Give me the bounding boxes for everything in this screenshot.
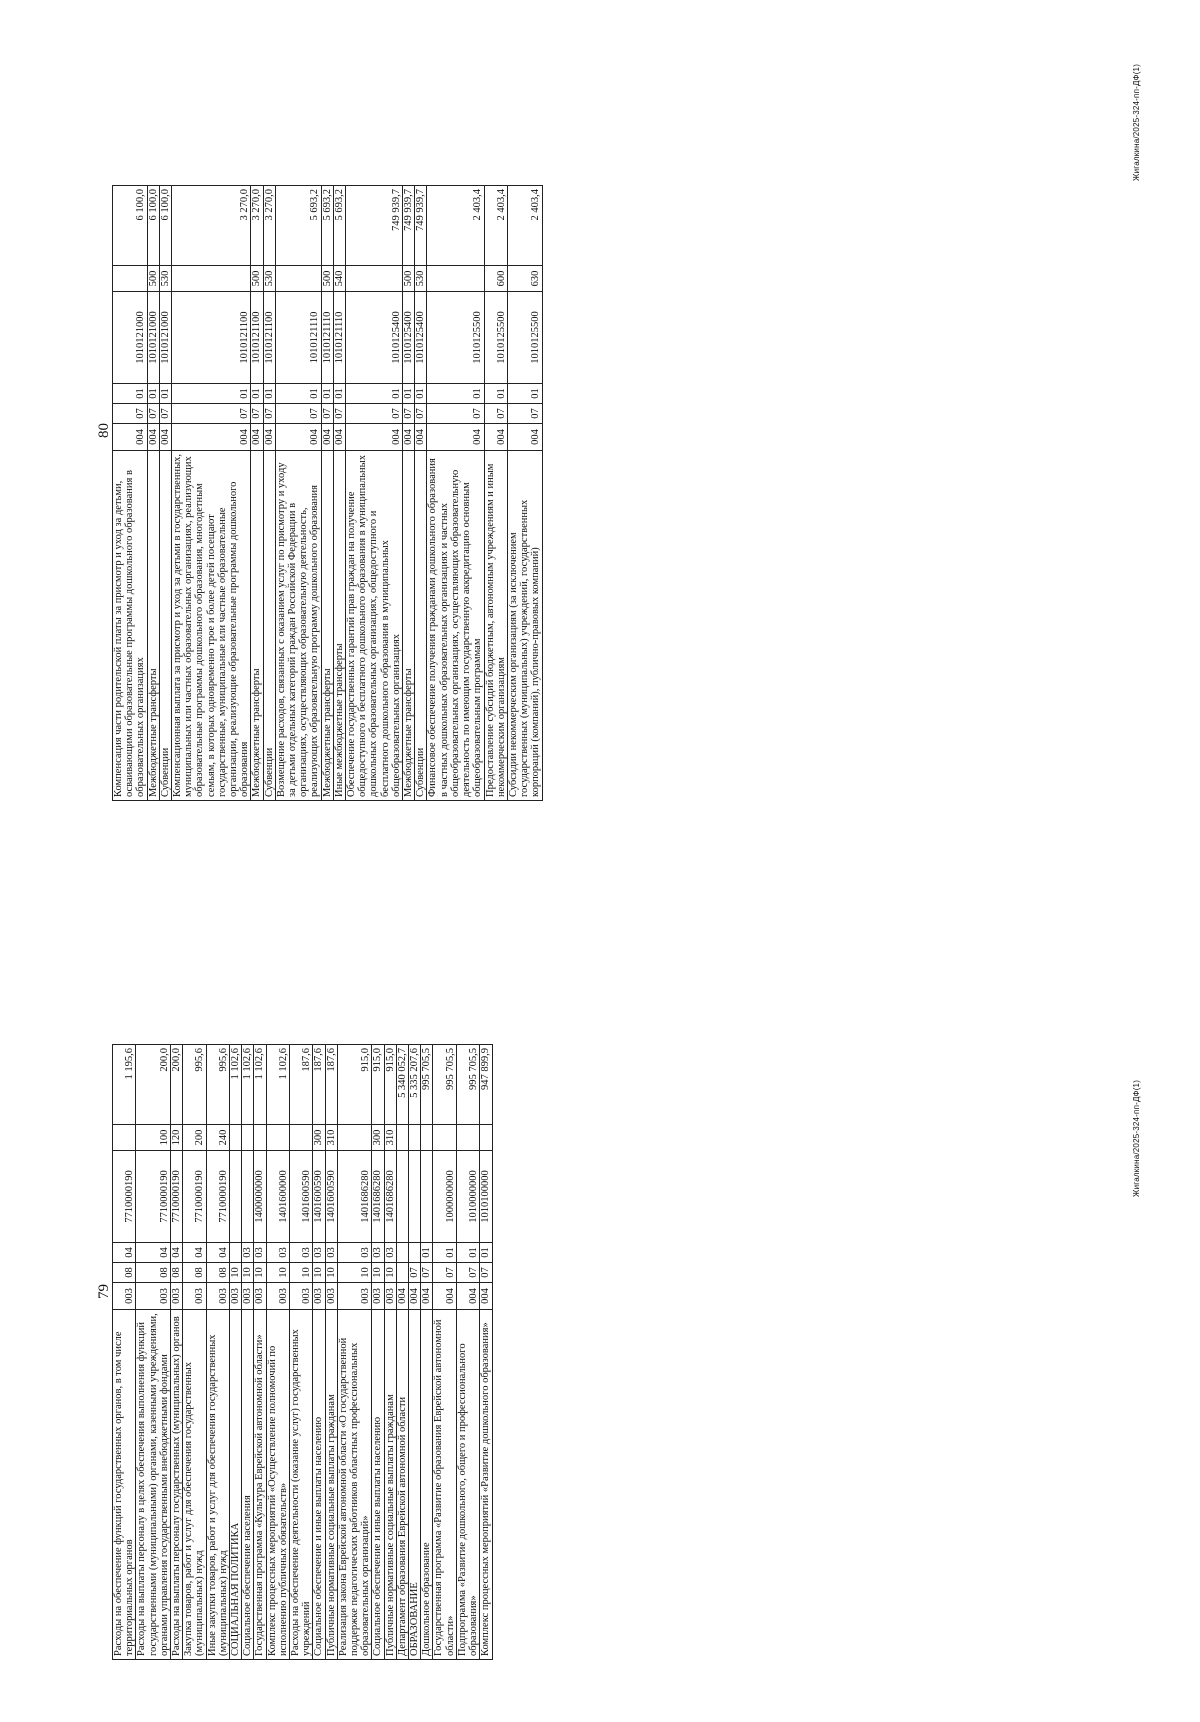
subsection-code-cell: 03: [384, 1243, 396, 1263]
section-code-cell: 10: [254, 1263, 266, 1283]
table-row: [172, 186, 251, 801]
ministry-code-cell: 003: [266, 1283, 289, 1310]
item-name-cell: Межбюджетные трансферты: [147, 451, 159, 801]
item-name-cell: Межбюджетные трансферты: [251, 451, 263, 801]
item-name-cell: СОЦИАЛЬНАЯ ПОЛИТИКА: [230, 1310, 242, 1660]
subsection-code-cell: 01: [346, 384, 403, 404]
expense-type-cell: 120: [171, 1125, 183, 1151]
table-row: [346, 186, 403, 801]
subsection-code-cell: 01: [427, 384, 484, 404]
expense-type-cell: 300: [313, 1125, 325, 1151]
section-code-cell: 10: [325, 1263, 337, 1283]
item-name-cell: Закупка товаров, работ и услуг для обеспечения государственных (муниципальных) нужд: [183, 1310, 206, 1660]
amount-cell: 187,6: [313, 1045, 325, 1125]
item-name-cell: Дошкольное образование: [421, 1310, 433, 1660]
item-name-cell: Социальное обеспечение населения: [242, 1310, 254, 1660]
amount-cell: 995 705,5: [433, 1045, 456, 1125]
target-item-cell: 1401600590: [325, 1151, 337, 1243]
item-name-cell: Расходы на обеспечение деятельности (оказание услуг) государственных учреждений: [290, 1310, 313, 1660]
expense-type-cell: 630: [507, 266, 542, 292]
target-item-cell: 1010121100: [251, 292, 263, 384]
section-code-cell: 08: [183, 1263, 206, 1283]
target-item-cell: 1010121100: [172, 292, 251, 384]
expense-type-cell: 600: [484, 266, 507, 292]
item-name-cell: Расходы на выплаты персоналу в целях обеспечения выполнения функций государственными (муниципальными) органами, казенными учреждениями, органами управления государственными внебюджетными фондами: [136, 1310, 171, 1660]
section-code-cell: 10: [266, 1263, 289, 1283]
table-row: [251, 186, 263, 801]
target-item-cell: 1010121110: [321, 292, 333, 384]
ministry-code-cell: 004: [113, 424, 148, 451]
subsection-code-cell: 01: [421, 1243, 433, 1263]
section-code-cell: 07: [263, 404, 275, 424]
target-item-cell: [409, 1151, 421, 1243]
subsection-code-cell: 01: [147, 384, 159, 404]
amount-cell: 2 403,4: [507, 186, 542, 266]
table-row: [275, 186, 321, 801]
ministry-code-cell: 004: [333, 424, 345, 451]
item-name-cell: Комплекс процессных мероприятий «Развитие дошкольного образования»: [480, 1310, 492, 1660]
item-name-cell: Государственная программа «Культура Еврейской автономной области»: [254, 1310, 266, 1660]
amount-cell: 200,0: [136, 1045, 171, 1125]
expense-type-cell: 530: [415, 266, 427, 292]
item-name-cell: Компенсация части родительской платы за присмотр и уход за детьми, осваивающими образовательные программы дошкольного образования в образовательных организациях: [113, 451, 148, 801]
section-code-cell: 10: [337, 1263, 372, 1283]
expense-type-cell: 500: [403, 266, 415, 292]
ministry-code-cell: 004: [159, 424, 171, 451]
table-row: [396, 1045, 408, 1660]
expense-type-cell: [337, 1125, 372, 1151]
table-row: [415, 186, 427, 801]
ministry-code-cell: 003: [372, 1283, 384, 1310]
ministry-code-cell: 003: [136, 1283, 171, 1310]
expense-type-cell: 100: [136, 1125, 171, 1151]
amount-cell: 5 693,2: [275, 186, 321, 266]
ministry-code-cell: 004: [275, 424, 321, 451]
table-row: [136, 1045, 171, 1660]
target-item-cell: 7710000190: [113, 1151, 136, 1243]
amount-cell: 6 100,0: [147, 186, 159, 266]
section-code-cell: 07: [433, 1263, 456, 1283]
subsection-code-cell: 01: [275, 384, 321, 404]
expense-type-cell: 500: [147, 266, 159, 292]
target-item-cell: [396, 1151, 408, 1243]
expense-type-cell: [275, 266, 321, 292]
item-name-cell: Обеспечение государственных гарантий прав граждан на получение общедоступного и бесплатного дошкольного образования в муниципальных дошкольных образовательных организациях, общедоступного и бесплатного дошкольного образования в муниципальных общеобразовательных организациях: [346, 451, 403, 801]
expense-type-cell: [456, 1125, 479, 1151]
ministry-code-cell: 004: [456, 1283, 479, 1310]
section-code-cell: 10: [230, 1263, 242, 1283]
expense-type-cell: [480, 1125, 492, 1151]
table-row: [171, 1045, 183, 1660]
target-item-cell: 1010121110: [333, 292, 345, 384]
section-code-cell: 07: [113, 404, 148, 424]
item-name-cell: Публичные нормативные социальные выплаты гражданам: [325, 1310, 337, 1660]
table-row: [409, 1045, 421, 1660]
section-code-cell: 10: [384, 1263, 396, 1283]
ministry-code-cell: 004: [427, 424, 484, 451]
section-code-cell: 07: [480, 1263, 492, 1283]
ministry-code-cell: 003: [313, 1283, 325, 1310]
ministry-code-cell: 004: [147, 424, 159, 451]
expense-type-cell: [230, 1125, 242, 1151]
section-code-cell: 08: [206, 1263, 229, 1283]
target-item-cell: 7710000190: [136, 1151, 171, 1243]
section-code-cell: 08: [136, 1263, 171, 1283]
section-code-cell: 07: [159, 404, 171, 424]
table-row: [183, 1045, 206, 1660]
ministry-code-cell: 003: [113, 1283, 136, 1310]
section-code-cell: [396, 1263, 408, 1283]
table-row: [263, 186, 275, 801]
table-row: [290, 1045, 313, 1660]
amount-cell: 187,6: [325, 1045, 337, 1125]
subsection-code-cell: 01: [456, 1243, 479, 1263]
subsection-code-cell: [396, 1243, 408, 1263]
subsection-code-cell: 01: [480, 1243, 492, 1263]
document-footer: Жигалкина/2025-324-пп-ДФ(1): [1132, 1079, 1141, 1197]
target-item-cell: 7710000190: [171, 1151, 183, 1243]
item-name-cell: Расходы на выплаты персоналу государственных (муниципальных) органов: [171, 1310, 183, 1660]
ministry-code-cell: 004: [403, 424, 415, 451]
table-row: [480, 1045, 492, 1660]
target-item-cell: 1400000000: [254, 1151, 266, 1243]
item-name-cell: Субвенции: [159, 451, 171, 801]
section-code-cell: 07: [415, 404, 427, 424]
amount-cell: 200,0: [171, 1045, 183, 1125]
amount-cell: 995,6: [183, 1045, 206, 1125]
amount-cell: 6 100,0: [159, 186, 171, 266]
section-code-cell: 07: [333, 404, 345, 424]
item-name-cell: Реализация закона Еврейской автономной области «О государственной поддержке педагогических работников областных профессиональных образовательных организаций»: [337, 1310, 372, 1660]
page-number: 79: [96, 1284, 112, 1299]
target-item-cell: 1000000000: [433, 1151, 456, 1243]
section-code-cell: 07: [346, 404, 403, 424]
subsection-code-cell: 01: [415, 384, 427, 404]
section-code-cell: 08: [113, 1263, 136, 1283]
item-name-cell: Социальное обеспечение и иные выплаты населению: [313, 1310, 325, 1660]
expense-type-cell: [421, 1125, 433, 1151]
amount-cell: 995,6: [206, 1045, 229, 1125]
item-name-cell: Государственная программа «Развитие образования Еврейской автономной области»: [433, 1310, 456, 1660]
amount-cell: 1 195,6: [113, 1045, 136, 1125]
expense-type-cell: 310: [384, 1125, 396, 1151]
table-row: [333, 186, 345, 801]
table-row: [254, 1045, 266, 1660]
subsection-code-cell: 01: [113, 384, 148, 404]
section-code-cell: 07: [421, 1263, 433, 1283]
ministry-code-cell: 004: [346, 424, 403, 451]
amount-cell: 6 100,0: [113, 186, 148, 266]
expense-type-cell: [113, 266, 148, 292]
target-item-cell: [421, 1151, 433, 1243]
expense-type-cell: 200: [183, 1125, 206, 1151]
subsection-code-cell: 01: [321, 384, 333, 404]
subsection-code-cell: 03: [313, 1243, 325, 1263]
table-row: [484, 186, 507, 801]
target-item-cell: 1010125400: [415, 292, 427, 384]
section-code-cell: 10: [290, 1263, 313, 1283]
table-row: [147, 186, 159, 801]
expense-type-cell: 300: [372, 1125, 384, 1151]
subsection-code-cell: 01: [507, 384, 542, 404]
item-name-cell: Иные межбюджетные трансферты: [333, 451, 345, 801]
expense-type-cell: [409, 1125, 421, 1151]
section-code-cell: 08: [171, 1263, 183, 1283]
expense-type-cell: [242, 1125, 254, 1151]
ministry-code-cell: 004: [415, 424, 427, 451]
section-code-cell: 07: [484, 404, 507, 424]
target-item-cell: 1401686280: [337, 1151, 372, 1243]
ministry-code-cell: 003: [183, 1283, 206, 1310]
table-row: [372, 1045, 384, 1660]
table-row: [242, 1045, 254, 1660]
document-footer: Жигалкина/2025-324-пп-ДФ(1): [1132, 63, 1141, 181]
item-name-cell: Возмещение расходов, связанных с оказанием услуг по присмотру и уходу за детьми отдельных категорий граждан Российской Федерации в организациях, осуществляющих образовательную деятельность, реализующих образовательную программу дошкольного образования: [275, 451, 321, 801]
item-name-cell: Публичные нормативные социальные выплаты гражданам: [384, 1310, 396, 1660]
amount-cell: 915,0: [372, 1045, 384, 1125]
budget-table: [112, 1044, 493, 1660]
subsection-code-cell: 01: [172, 384, 251, 404]
subsection-code-cell: 04: [113, 1243, 136, 1263]
table-row: [113, 1045, 136, 1660]
amount-cell: 995 705,5: [421, 1045, 433, 1125]
section-code-cell: 07: [172, 404, 251, 424]
item-name-cell: Субвенции: [415, 451, 427, 801]
ministry-code-cell: 003: [230, 1283, 242, 1310]
ministry-code-cell: 003: [242, 1283, 254, 1310]
expense-type-cell: 530: [159, 266, 171, 292]
item-name-cell: Комплекс процессных мероприятий «Осуществление полномочий по исполнению публичных обязательств»: [266, 1310, 289, 1660]
ministry-code-cell: 003: [384, 1283, 396, 1310]
item-name-cell: Предоставление субсидий бюджетным, автономным учреждениям и иным некоммерческим организациям: [484, 451, 507, 801]
target-item-cell: 1010121100: [263, 292, 275, 384]
section-code-cell: 07: [275, 404, 321, 424]
subsection-code-cell: 03: [337, 1243, 372, 1263]
table-row: [456, 1045, 479, 1660]
expense-type-cell: [254, 1125, 266, 1151]
left-page: [0, 861, 1200, 1722]
ministry-code-cell: 004: [172, 424, 251, 451]
amount-cell: 749 939,7: [346, 186, 403, 266]
table-row: [313, 1045, 325, 1660]
amount-cell: 5 693,2: [321, 186, 333, 266]
subsection-code-cell: 03: [254, 1243, 266, 1263]
ministry-code-cell: 003: [290, 1283, 313, 1310]
amount-cell: 1 102,6: [266, 1045, 289, 1125]
table-row: [433, 1045, 456, 1660]
section-code-cell: 10: [313, 1263, 325, 1283]
target-item-cell: 1401600590: [290, 1151, 313, 1243]
target-item-cell: 1010125400: [346, 292, 403, 384]
item-name-cell: Субвенции: [263, 451, 275, 801]
section-code-cell: 07: [251, 404, 263, 424]
target-item-cell: 1010100000: [480, 1151, 492, 1243]
subsection-code-cell: 04: [171, 1243, 183, 1263]
table-row: [113, 186, 148, 801]
target-item-cell: 1010125500: [427, 292, 484, 384]
amount-cell: 1 102,6: [230, 1045, 242, 1125]
subsection-code-cell: 04: [206, 1243, 229, 1263]
table-row: [337, 1045, 372, 1660]
amount-cell: 187,6: [290, 1045, 313, 1125]
ministry-code-cell: 004: [251, 424, 263, 451]
target-item-cell: 1401600000: [266, 1151, 289, 1243]
table-row: [266, 1045, 289, 1660]
amount-cell: 3 270,0: [172, 186, 251, 266]
amount-cell: 749 939,7: [415, 186, 427, 266]
section-code-cell: 07: [409, 1263, 421, 1283]
target-item-cell: [230, 1151, 242, 1243]
amount-cell: 1 102,6: [254, 1045, 266, 1125]
item-name-cell: Финансовое обеспечение получения гражданами дошкольного образования в частных дошкольных образовательных организациях и частных общеобразовательных организациях, осуществляющих образовательную деятельность по имеющим государственную аккредитацию основным общеобразовательным программам: [427, 451, 484, 801]
amount-cell: 995 705,5: [456, 1045, 479, 1125]
expense-type-cell: [290, 1125, 313, 1151]
expense-type-cell: 500: [251, 266, 263, 292]
section-code-cell: 07: [321, 404, 333, 424]
subsection-code-cell: 01: [333, 384, 345, 404]
amount-cell: 5 693,2: [333, 186, 345, 266]
subsection-code-cell: 01: [251, 384, 263, 404]
table-row: [427, 186, 484, 801]
section-code-cell: 07: [147, 404, 159, 424]
target-item-cell: 1010121000: [159, 292, 171, 384]
expense-type-cell: 240: [206, 1125, 229, 1151]
target-item-cell: 1010121000: [113, 292, 148, 384]
table-row: [206, 1045, 229, 1660]
section-code-cell: 07: [507, 404, 542, 424]
table-row: [325, 1045, 337, 1660]
expense-type-cell: [346, 266, 403, 292]
subsection-code-cell: 01: [433, 1243, 456, 1263]
amount-cell: 915,0: [337, 1045, 372, 1125]
target-item-cell: 1010125500: [507, 292, 542, 384]
budget-table: [112, 185, 543, 801]
target-item-cell: 1010121000: [147, 292, 159, 384]
amount-cell: 749 939,7: [403, 186, 415, 266]
subsection-code-cell: [230, 1243, 242, 1263]
ministry-code-cell: 004: [396, 1283, 408, 1310]
subsection-code-cell: 03: [242, 1243, 254, 1263]
item-name-cell: Субсидии некоммерческим организациям (за исключением государственных (муниципальных) учреждений, государственных корпораций (компаний), публично-правовых компаний): [507, 451, 542, 801]
target-item-cell: 7710000190: [206, 1151, 229, 1243]
item-name-cell: ОБРАЗОВАНИЕ: [409, 1310, 421, 1660]
section-code-cell: 07: [403, 404, 415, 424]
item-name-cell: Подпрограмма «Развитие дошкольного, общего и профессионального образования»: [456, 1310, 479, 1660]
page-number: 80: [96, 423, 112, 438]
ministry-code-cell: 003: [206, 1283, 229, 1310]
ministry-code-cell: 003: [171, 1283, 183, 1310]
item-name-cell: Социальное обеспечение и иные выплаты населению: [372, 1310, 384, 1660]
amount-cell: 3 270,0: [251, 186, 263, 266]
target-item-cell: 1010125400: [403, 292, 415, 384]
item-name-cell: Иные закупки товаров, работ и услуг для обеспечения государственных (муниципальных) нужд: [206, 1310, 229, 1660]
ministry-code-cell: 003: [337, 1283, 372, 1310]
amount-cell: 5 335 207,6: [409, 1045, 421, 1125]
table-row: [321, 186, 333, 801]
subsection-code-cell: 04: [136, 1243, 171, 1263]
table-row: [230, 1045, 242, 1660]
subsection-code-cell: 03: [372, 1243, 384, 1263]
ministry-code-cell: 004: [480, 1283, 492, 1310]
expense-type-cell: 310: [325, 1125, 337, 1151]
target-item-cell: 1010125500: [484, 292, 507, 384]
expense-type-cell: [266, 1125, 289, 1151]
subsection-code-cell: 03: [290, 1243, 313, 1263]
ministry-code-cell: 004: [263, 424, 275, 451]
section-code-cell: 07: [456, 1263, 479, 1283]
section-code-cell: 07: [427, 404, 484, 424]
amount-cell: 2 403,4: [484, 186, 507, 266]
table-row: [159, 186, 171, 801]
ministry-code-cell: 004: [409, 1283, 421, 1310]
section-code-cell: 10: [242, 1263, 254, 1283]
ministry-code-cell: 004: [507, 424, 542, 451]
target-item-cell: 1401686280: [372, 1151, 384, 1243]
expense-type-cell: 540: [333, 266, 345, 292]
expense-type-cell: 500: [321, 266, 333, 292]
amount-cell: 5 340 052,7: [396, 1045, 408, 1125]
expense-type-cell: [172, 266, 251, 292]
subsection-code-cell: 04: [183, 1243, 206, 1263]
ministry-code-cell: 004: [321, 424, 333, 451]
table-row: [421, 1045, 433, 1660]
ministry-code-cell: 003: [325, 1283, 337, 1310]
amount-cell: 915,0: [384, 1045, 396, 1125]
target-item-cell: 1010000000: [456, 1151, 479, 1243]
ministry-code-cell: 003: [254, 1283, 266, 1310]
expense-type-cell: [396, 1125, 408, 1151]
item-name-cell: Расходы на обеспечение функций государственных органов, в том числе территориальных органов: [113, 1310, 136, 1660]
subsection-code-cell: 01: [263, 384, 275, 404]
ministry-code-cell: 004: [421, 1283, 433, 1310]
amount-cell: 3 270,0: [263, 186, 275, 266]
item-name-cell: Компенсационная выплата за присмотр и уход за детьми в государственных, муниципальных или частных образовательных организациях, реализующих образовательные программы дошкольного образования, многодетным семьям, в которых одновременно трое и более детей посещают государственные, муниципальные или частные образовательные организации, реализующие образовательные программы дошкольного образования: [172, 451, 251, 801]
table-row: [507, 186, 542, 801]
expense-type-cell: 530: [263, 266, 275, 292]
table-row: [403, 186, 415, 801]
item-name-cell: Департамент образования Еврейской автономной области: [396, 1310, 408, 1660]
subsection-code-cell: 01: [484, 384, 507, 404]
section-code-cell: 10: [372, 1263, 384, 1283]
subsection-code-cell: [409, 1243, 421, 1263]
subsection-code-cell: 03: [325, 1243, 337, 1263]
table-row: [384, 1045, 396, 1660]
item-name-cell: Межбюджетные трансферты: [321, 451, 333, 801]
amount-cell: 1 102,6: [242, 1045, 254, 1125]
subsection-code-cell: 01: [403, 384, 415, 404]
target-item-cell: 1401686280: [384, 1151, 396, 1243]
expense-type-cell: [433, 1125, 456, 1151]
expense-type-cell: [113, 1125, 136, 1151]
target-item-cell: 1401600590: [313, 1151, 325, 1243]
subsection-code-cell: 03: [266, 1243, 289, 1263]
item-name-cell: Межбюджетные трансферты: [403, 451, 415, 801]
expense-type-cell: [427, 266, 484, 292]
target-item-cell: 1010121110: [275, 292, 321, 384]
ministry-code-cell: 004: [433, 1283, 456, 1310]
subsection-code-cell: 01: [159, 384, 171, 404]
target-item-cell: [242, 1151, 254, 1243]
target-item-cell: 7710000190: [183, 1151, 206, 1243]
amount-cell: 2 403,4: [427, 186, 484, 266]
amount-cell: 947 899,9: [480, 1045, 492, 1125]
ministry-code-cell: 004: [484, 424, 507, 451]
